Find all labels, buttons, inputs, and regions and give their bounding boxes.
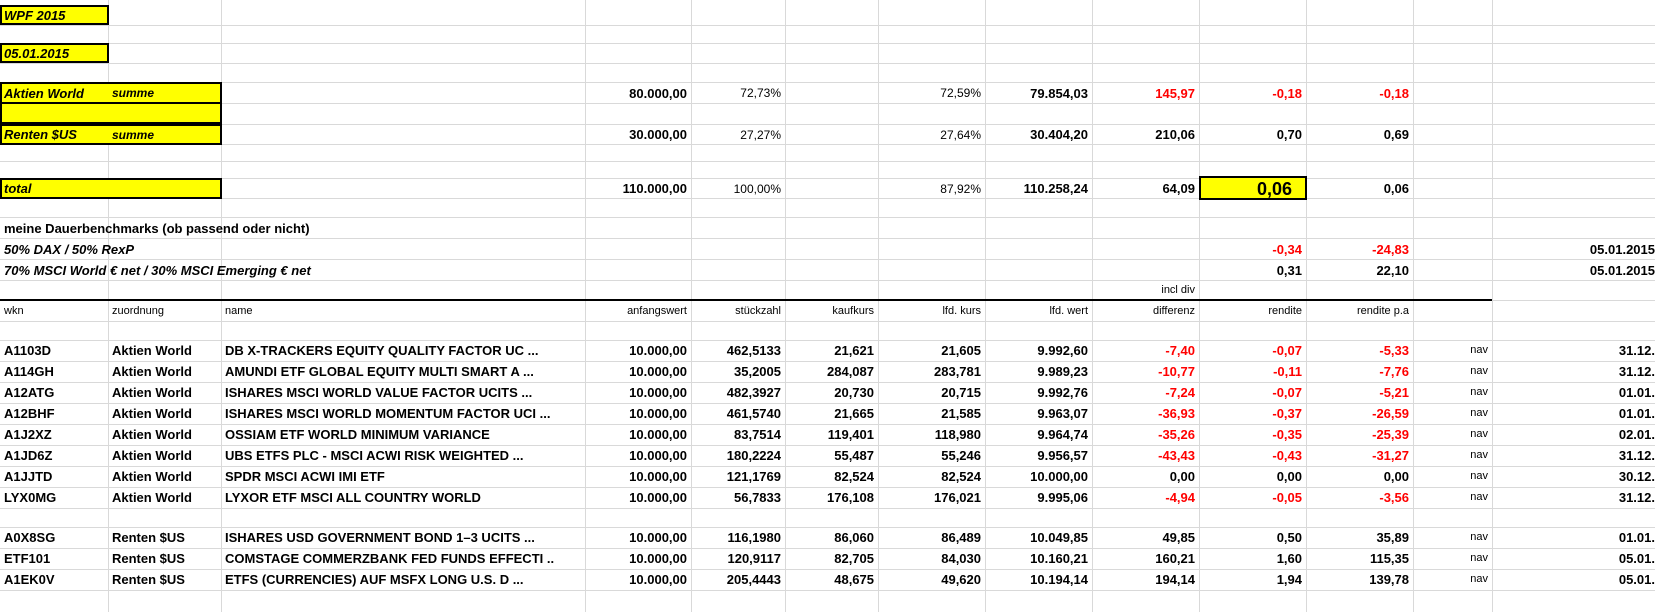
aktien-label[interactable]: Aktien World <box>4 85 84 101</box>
cell-kaufkurs[interactable]: 284,087 <box>827 364 874 379</box>
cell-wert[interactable]: 10.194,14 <box>1030 572 1088 587</box>
cell-kurs[interactable]: 283,781 <box>934 364 981 379</box>
cell-name[interactable]: AMUNDI ETF GLOBAL EQUITY MULTI SMART A ... <box>225 364 534 379</box>
cell-anfangswert[interactable]: 10.000,00 <box>629 427 687 442</box>
cell-zuordnung[interactable]: Aktien World <box>112 406 192 421</box>
cell-wert[interactable]: 9.956,57 <box>1037 448 1088 463</box>
renten-pct1[interactable]: 27,27% <box>740 127 781 142</box>
table-header-top-border <box>0 299 1492 301</box>
aktien-anfangswert[interactable]: 80.000,00 <box>629 85 687 101</box>
cell-diff[interactable]: -7,40 <box>1165 343 1195 358</box>
benchmarks-title[interactable]: meine Dauerbenchmarks (ob passend oder nicht) <box>4 220 310 236</box>
aktien-rendite-pa[interactable]: -0,18 <box>1379 85 1409 101</box>
col-header-anfangswert[interactable]: anfangswert <box>627 304 687 317</box>
cell-name[interactable]: DB X-TRACKERS EQUITY QUALITY FACTOR UC ... <box>225 343 539 358</box>
cell-rendite[interactable]: -0,05 <box>1272 490 1302 505</box>
aktien-wert[interactable]: 79.854,03 <box>1030 85 1088 101</box>
cell-rendite[interactable]: -0,37 <box>1272 406 1302 421</box>
cell-diff[interactable]: 194,14 <box>1155 572 1195 587</box>
cell-wkn[interactable]: A1JD6Z <box>4 448 53 463</box>
cell-src[interactable]: nav <box>1470 491 1488 503</box>
cell-wert[interactable]: 9.992,76 <box>1037 385 1088 400</box>
cell-rendite[interactable]: -0,43 <box>1272 448 1302 463</box>
cell-stueck[interactable]: 121,1769 <box>726 469 781 484</box>
col-header-rendite[interactable]: rendite <box>1268 304 1302 317</box>
cell-src[interactable]: nav <box>1470 573 1488 585</box>
cell-rendite[interactable]: -0,07 <box>1272 343 1302 358</box>
cell-kurs[interactable]: 176,021 <box>934 490 981 505</box>
cell-wkn[interactable]: A12BHF <box>4 406 55 421</box>
cell-wkn[interactable]: A0X8SG <box>4 530 56 545</box>
cell-anfangswert[interactable]: 10.000,00 <box>629 572 687 587</box>
cell-stueck[interactable]: 482,3927 <box>726 385 781 400</box>
renten-anfangswert[interactable]: 30.000,00 <box>629 127 687 142</box>
cell-datum[interactable]: 05.01. <box>1618 551 1655 566</box>
cell-wert[interactable]: 9.995,06 <box>1037 490 1088 505</box>
cell-wkn[interactable]: A1EK0V <box>4 572 55 587</box>
cell-zuordnung[interactable]: Renten $US <box>112 572 185 587</box>
renten-rendite-pa[interactable]: 0,69 <box>1383 127 1409 142</box>
cell-diff[interactable]: 160,21 <box>1155 551 1195 566</box>
cell-name[interactable]: ISHARES MSCI WORLD VALUE FACTOR UCITS ... <box>225 385 533 400</box>
cell-wert[interactable]: 10.000,00 <box>1030 469 1088 484</box>
cell-anfangswert[interactable]: 10.000,00 <box>629 364 687 379</box>
cell-rendite_pa[interactable]: 139,78 <box>1369 572 1409 587</box>
renten-label[interactable]: Renten $US <box>4 127 77 142</box>
cell-kaufkurs[interactable]: 82,705 <box>834 551 874 566</box>
total-rendite-pa[interactable]: 0,06 <box>1383 181 1409 196</box>
cell-rendite_pa[interactable]: -5,33 <box>1379 343 1409 358</box>
cell-anfangswert[interactable]: 10.000,00 <box>629 385 687 400</box>
cell-wkn[interactable]: ETF101 <box>4 551 51 566</box>
cell-datum[interactable]: 31.12. <box>1618 490 1655 505</box>
cell-src[interactable]: nav <box>1470 386 1488 398</box>
cell-stueck[interactable]: 462,5133 <box>726 343 781 358</box>
cell-wkn[interactable]: LYX0MG <box>4 490 57 505</box>
cell-name[interactable]: SPDR MSCI ACWI IMI ETF <box>225 469 385 484</box>
cell-diff[interactable]: -7,24 <box>1165 385 1195 400</box>
cell-rendite_pa[interactable]: -25,39 <box>1372 427 1409 442</box>
cell-kaufkurs[interactable]: 21,665 <box>834 406 874 421</box>
renten-pct2[interactable]: 27,64% <box>940 127 981 142</box>
benchmark-row-1-rendite[interactable]: -0,34 <box>1272 241 1302 257</box>
cell-src[interactable]: nav <box>1470 407 1488 419</box>
cell-zuordnung[interactable]: Aktien World <box>112 448 192 463</box>
cell-kaufkurs[interactable]: 21,621 <box>834 343 874 358</box>
cell-wert[interactable]: 9.963,07 <box>1037 406 1088 421</box>
cell-name[interactable]: OSSIAM ETF WORLD MINIMUM VARIANCE <box>225 427 490 442</box>
cell-diff[interactable]: -36,93 <box>1158 406 1195 421</box>
cell-kurs[interactable]: 55,246 <box>941 448 981 463</box>
benchmark-row-1-label[interactable]: 50% DAX / 50% RexP <box>4 241 135 257</box>
aktien-rendite[interactable]: -0,18 <box>1272 85 1302 101</box>
cell-kurs[interactable]: 84,030 <box>941 551 981 566</box>
col-header-rendite-pa[interactable]: rendite p.a <box>1357 304 1409 317</box>
col-header-stueckzahl[interactable]: stückzahl <box>735 304 781 317</box>
cell-name[interactable]: ISHARES MSCI WORLD MOMENTUM FACTOR UCI ... <box>225 406 551 421</box>
cell-rendite[interactable]: 0,50 <box>1276 530 1302 545</box>
benchmark-row-2-rendite[interactable]: 0,31 <box>1276 262 1302 278</box>
benchmark-row-1-rendite-pa[interactable]: -24,83 <box>1372 241 1409 257</box>
benchmark-row-2-rendite-pa[interactable]: 22,10 <box>1376 262 1409 278</box>
cell-stueck[interactable]: 35,2005 <box>734 364 781 379</box>
cell-datum[interactable]: 05.01. <box>1618 572 1655 587</box>
cell-diff[interactable]: -43,43 <box>1158 448 1195 463</box>
aktien-pct1[interactable]: 72,73% <box>740 86 781 100</box>
cell-rendite[interactable]: -0,07 <box>1272 385 1302 400</box>
cell-kurs[interactable]: 86,489 <box>941 530 981 545</box>
cell-rendite_pa[interactable]: 115,35 <box>1369 551 1409 566</box>
cell-name[interactable]: COMSTAGE COMMERZBANK FED FUNDS EFFECTI .. <box>225 551 555 566</box>
total-wert[interactable]: 110.258,24 <box>1023 181 1088 196</box>
col-header-wkn[interactable]: wkn <box>4 304 24 317</box>
cell-src[interactable]: nav <box>1470 428 1488 440</box>
cell-wert[interactable]: 10.160,21 <box>1030 551 1088 566</box>
col-header-kaufkurs[interactable]: kaufkurs <box>832 304 874 317</box>
cell-kurs[interactable]: 82,524 <box>941 469 981 484</box>
cell-rendite_pa[interactable]: -5,21 <box>1379 385 1409 400</box>
cell-zuordnung[interactable]: Aktien World <box>112 385 192 400</box>
cell-datum[interactable]: 31.12. <box>1618 448 1655 463</box>
col-header-lfd-wert[interactable]: lfd. wert <box>1049 304 1088 317</box>
benchmark-row-2-date[interactable]: 05.01.2015 <box>1589 262 1655 278</box>
cell-datum[interactable]: 01.01. <box>1618 385 1655 400</box>
cell-anfangswert[interactable]: 10.000,00 <box>629 490 687 505</box>
cell-zuordnung[interactable]: Aktien World <box>112 469 192 484</box>
cell-wkn[interactable]: A1103D <box>4 343 51 358</box>
cell-kaufkurs[interactable]: 82,524 <box>834 469 874 484</box>
cell-kurs[interactable]: 49,620 <box>941 572 981 587</box>
cell-wkn[interactable]: A12ATG <box>4 385 55 400</box>
cell-datum[interactable]: 31.12. <box>1618 364 1655 379</box>
cell-kaufkurs[interactable]: 20,730 <box>834 385 874 400</box>
sheet-title[interactable]: WPF 2015 <box>4 7 66 23</box>
cell-kurs[interactable]: 21,605 <box>941 343 981 358</box>
cell-rendite[interactable]: 1,94 <box>1276 572 1302 587</box>
cell-anfangswert[interactable]: 10.000,00 <box>629 530 687 545</box>
cell-datum[interactable]: 31.12. <box>1618 343 1655 358</box>
cell-stueck[interactable]: 205,4443 <box>726 572 781 587</box>
cell-anfangswert[interactable]: 10.000,00 <box>629 448 687 463</box>
col-header-lfd-kurs[interactable]: lfd. kurs <box>942 304 981 317</box>
cell-name[interactable]: LYXOR ETF MSCI ALL COUNTRY WORLD <box>225 490 481 505</box>
cell-src[interactable]: nav <box>1470 449 1488 461</box>
incl-div-note[interactable]: incl div <box>1161 283 1195 296</box>
cell-zuordnung[interactable]: Renten $US <box>112 551 185 566</box>
cell-rendite[interactable]: 1,60 <box>1276 551 1302 566</box>
cell-zuordnung[interactable]: Renten $US <box>112 530 185 545</box>
cell-zuordnung[interactable]: Aktien World <box>112 364 192 379</box>
cell-diff[interactable]: -10,77 <box>1158 364 1195 379</box>
col-header-name[interactable]: name <box>225 304 253 317</box>
cell-name[interactable]: ETFS (CURRENCIES) AUF MSFX LONG U.S. D ... <box>225 572 524 587</box>
cell-wkn[interactable]: A1J2XZ <box>4 427 52 442</box>
cell-wert[interactable]: 10.049,85 <box>1030 530 1088 545</box>
aktien-sub[interactable]: summe <box>112 86 155 100</box>
cell-kaufkurs[interactable]: 119,401 <box>827 427 874 442</box>
cell-rendite_pa[interactable]: -26,59 <box>1372 406 1409 421</box>
cell-src[interactable]: nav <box>1470 365 1488 377</box>
total-pct1[interactable]: 100,00% <box>733 181 781 196</box>
col-header-zuordnung[interactable]: zuordnung <box>112 304 164 317</box>
cell-rendite[interactable]: -0,35 <box>1272 427 1302 442</box>
cell-src[interactable]: nav <box>1470 344 1488 356</box>
total-anfangswert[interactable]: 110.000,00 <box>622 181 687 196</box>
cell-kurs[interactable]: 20,715 <box>941 385 981 400</box>
renten-rendite[interactable]: 0,70 <box>1276 127 1302 142</box>
cell-name[interactable]: ISHARES USD GOVERNMENT BOND 1–3 UCITS ... <box>225 530 535 545</box>
cell-rendite_pa[interactable]: -3,56 <box>1379 490 1409 505</box>
cell-anfangswert[interactable]: 10.000,00 <box>629 343 687 358</box>
cell-stueck[interactable]: 120,9117 <box>727 551 781 566</box>
cell-rendite_pa[interactable]: 0,00 <box>1383 469 1409 484</box>
sheet-date[interactable]: 05.01.2015 <box>4 45 70 61</box>
cell-wert[interactable]: 9.964,74 <box>1037 427 1088 442</box>
cell-src[interactable]: nav <box>1470 531 1488 543</box>
aktien-differenz[interactable]: 145,97 <box>1155 85 1195 101</box>
cell-anfangswert[interactable]: 10.000,00 <box>629 469 687 484</box>
cell-datum[interactable]: 30.12. <box>1618 469 1655 484</box>
cell-rendite_pa[interactable]: 35,89 <box>1376 530 1409 545</box>
cell-zuordnung[interactable]: Aktien World <box>112 343 192 358</box>
cell-kaufkurs[interactable]: 48,675 <box>834 572 874 587</box>
cell-datum[interactable]: 01.01. <box>1618 406 1655 421</box>
cell-datum[interactable]: 01.01. <box>1618 530 1655 545</box>
cell-src[interactable]: nav <box>1470 470 1488 482</box>
cell-src[interactable]: nav <box>1470 552 1488 564</box>
total-pct2[interactable]: 87,92% <box>940 181 981 196</box>
cell-wkn[interactable]: A114GH <box>4 364 54 379</box>
cell-zuordnung[interactable]: Aktien World <box>112 490 192 505</box>
total-label[interactable]: total <box>4 181 32 196</box>
col-header-differenz[interactable]: differenz <box>1153 304 1195 317</box>
cell-kurs[interactable]: 21,585 <box>941 406 981 421</box>
renten-differenz[interactable]: 210,06 <box>1155 127 1195 142</box>
cell-datum[interactable]: 02.01. <box>1618 427 1655 442</box>
cell-diff[interactable]: 0,00 <box>1169 469 1195 484</box>
aktien-summary-box-2 <box>0 102 222 124</box>
renten-wert[interactable]: 30.404,20 <box>1030 127 1088 142</box>
cell-kurs[interactable]: 118,980 <box>934 427 981 442</box>
cell-kaufkurs[interactable]: 86,060 <box>834 530 874 545</box>
cell-wert[interactable]: 9.989,23 <box>1037 364 1088 379</box>
renten-sub[interactable]: summe <box>112 127 155 142</box>
cell-diff[interactable]: 49,85 <box>1162 530 1195 545</box>
cell-rendite[interactable]: 0,00 <box>1276 469 1302 484</box>
cell-wkn[interactable]: A1JJTD <box>4 469 53 484</box>
cell-stueck[interactable]: 116,1980 <box>727 530 781 545</box>
cell-wert[interactable]: 9.992,60 <box>1037 343 1088 358</box>
cell-name[interactable]: UBS ETFS PLC - MSCI ACWI RISK WEIGHTED ... <box>225 448 524 463</box>
cell-rendite[interactable]: -0,11 <box>1273 364 1302 379</box>
cell-stueck[interactable]: 83,7514 <box>734 427 781 442</box>
cell-rendite_pa[interactable]: -31,27 <box>1372 448 1409 463</box>
benchmark-row-1-date[interactable]: 05.01.2015 <box>1589 241 1655 257</box>
total-differenz[interactable]: 64,09 <box>1162 181 1195 196</box>
cell-diff[interactable]: -4,94 <box>1165 490 1195 505</box>
cell-stueck[interactable]: 461,5740 <box>726 406 781 421</box>
aktien-pct2[interactable]: 72,59% <box>940 86 981 100</box>
cell-diff[interactable]: -35,26 <box>1158 427 1195 442</box>
total-rendite[interactable]: 0,06 <box>1256 178 1292 199</box>
cell-anfangswert[interactable]: 10.000,00 <box>629 406 687 421</box>
cell-anfangswert[interactable]: 10.000,00 <box>629 551 687 566</box>
cell-kaufkurs[interactable]: 176,108 <box>827 490 874 505</box>
cell-kaufkurs[interactable]: 55,487 <box>834 448 874 463</box>
cell-rendite_pa[interactable]: -7,76 <box>1379 364 1409 379</box>
cell-zuordnung[interactable]: Aktien World <box>112 427 192 442</box>
cell-stueck[interactable]: 180,2224 <box>726 448 781 463</box>
benchmark-row-2-label[interactable]: 70% MSCI World € net / 30% MSCI Emerging € net <box>4 262 311 278</box>
cell-stueck[interactable]: 56,7833 <box>734 490 781 505</box>
